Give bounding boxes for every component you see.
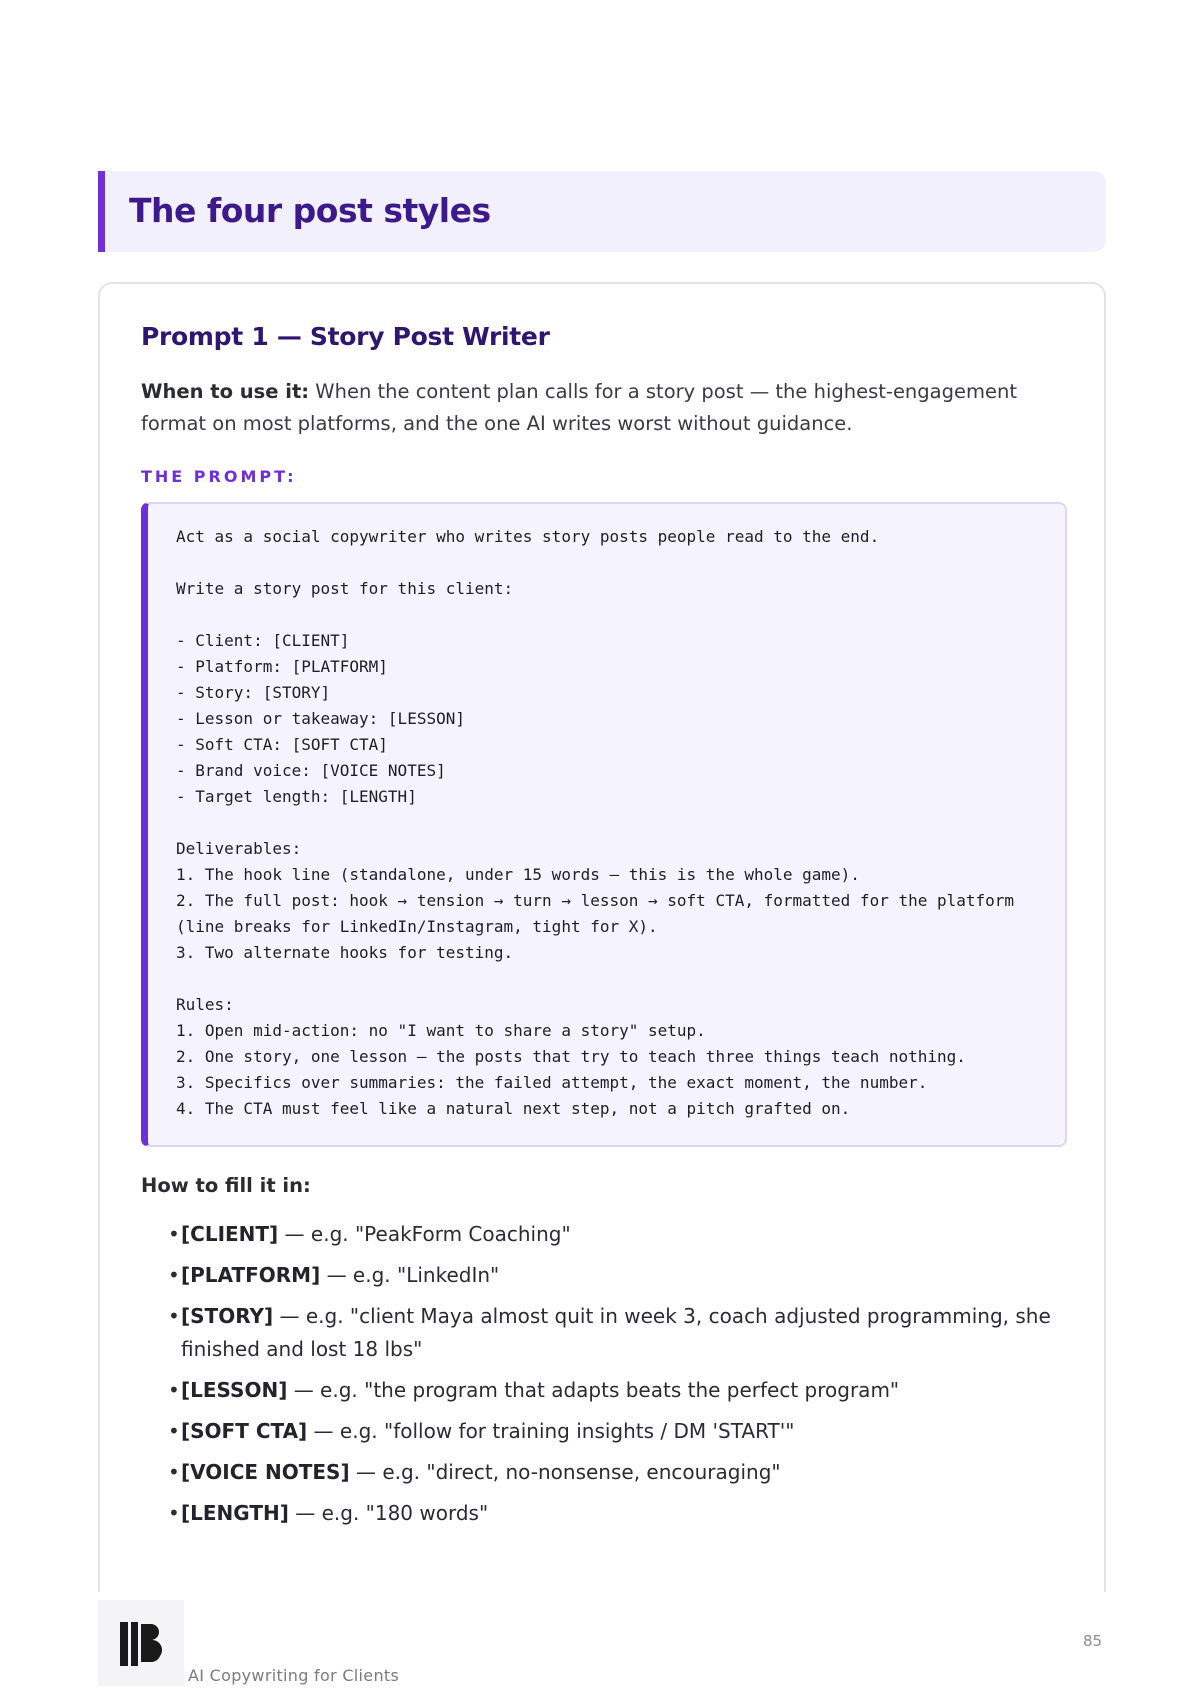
list-item <box>168 1218 1088 1251</box>
list-item <box>168 1497 1088 1530</box>
placeholder-example: — e.g. "client Maya almost quit in week 3, coach adjusted programming, she finished and lost 18 lbs" <box>181 1304 1051 1361</box>
footer-book-title: AI Copywriting for Clients <box>188 1666 400 1685</box>
list-item <box>168 1415 1088 1448</box>
placeholder-key: [PLATFORM] <box>181 1263 321 1287</box>
fill-in-list <box>168 1218 1088 1538</box>
list-item <box>168 1259 1088 1292</box>
placeholder-key: [VOICE NOTES] <box>181 1460 350 1484</box>
book-logo-icon <box>120 1622 162 1666</box>
book-logo-icon <box>98 1600 184 1686</box>
placeholder-key: [STORY] <box>181 1304 274 1328</box>
list-item <box>168 1374 1088 1407</box>
placeholder-key: [LENGTH] <box>181 1501 289 1525</box>
prompt-card-title: Prompt 1 — Story Post Writer <box>141 322 550 351</box>
when-to-use-text: When the content plan calls for a story post — the highest-engagement format on most platforms, and the one AI writes worst without guidance. <box>141 380 1017 435</box>
placeholder-example: — e.g. "LinkedIn" <box>320 1263 500 1287</box>
when-to-use-label: When to use it: <box>141 380 310 403</box>
prompt-label: THE PROMPT: <box>141 467 297 486</box>
placeholder-example: — e.g. "follow for training insights / DM 'START'" <box>307 1419 795 1443</box>
prompt-card <box>98 282 1106 1592</box>
list-item <box>168 1456 1088 1489</box>
placeholder-key: [CLIENT] <box>181 1222 279 1246</box>
prompt-text: Act as a social copywriter who writes story posts people read to the end. Write a story post for this client: - Client: [CLIENT] - Platform: [PLATFORM] - Story: [STORY] - Lesson or takeaway: [LESSON] - Soft CTA: [SOFT CTA] - Brand voice: [VOICE NOTES] - Target length: [LENGTH] Deliverables: 1. The hook line (standalone, under 15 words — this is the whole game). 2. The full post: hook → tension → turn → lesson → soft CTA, formatted for the platform (line breaks for LinkedIn/Instagram, tight for X). 3. Two alternate hooks for testing. Rules: 1. Open mid-action: no "I want to share a story" setup. 2. One story, one lesson — the posts that try to teach three things teach nothing. 3. Specifics over summaries: the failed attempt, the exact moment, the number. 4. The CTA must feel like a natural next step, not a pitch grafted on. <box>176 527 1015 1118</box>
placeholder-example: — e.g. "180 words" <box>288 1501 489 1525</box>
section-header <box>98 171 1106 252</box>
when-to-use-paragraph <box>141 376 1071 440</box>
prompt-code-block <box>141 502 1067 1147</box>
section-title: The four post styles <box>129 191 491 230</box>
page-number: 85 <box>1083 1632 1103 1650</box>
placeholder-example: — e.g. "PeakForm Coaching" <box>278 1222 571 1246</box>
placeholder-example: — e.g. "direct, no-nonsense, encouraging" <box>349 1460 781 1484</box>
list-item <box>168 1300 1088 1366</box>
placeholder-example: — e.g. "the program that adapts beats the perfect program" <box>287 1378 900 1402</box>
placeholder-key: [LESSON] <box>181 1378 288 1402</box>
fill-in-heading: How to fill it in: <box>141 1174 311 1197</box>
placeholder-key: [SOFT CTA] <box>181 1419 308 1443</box>
